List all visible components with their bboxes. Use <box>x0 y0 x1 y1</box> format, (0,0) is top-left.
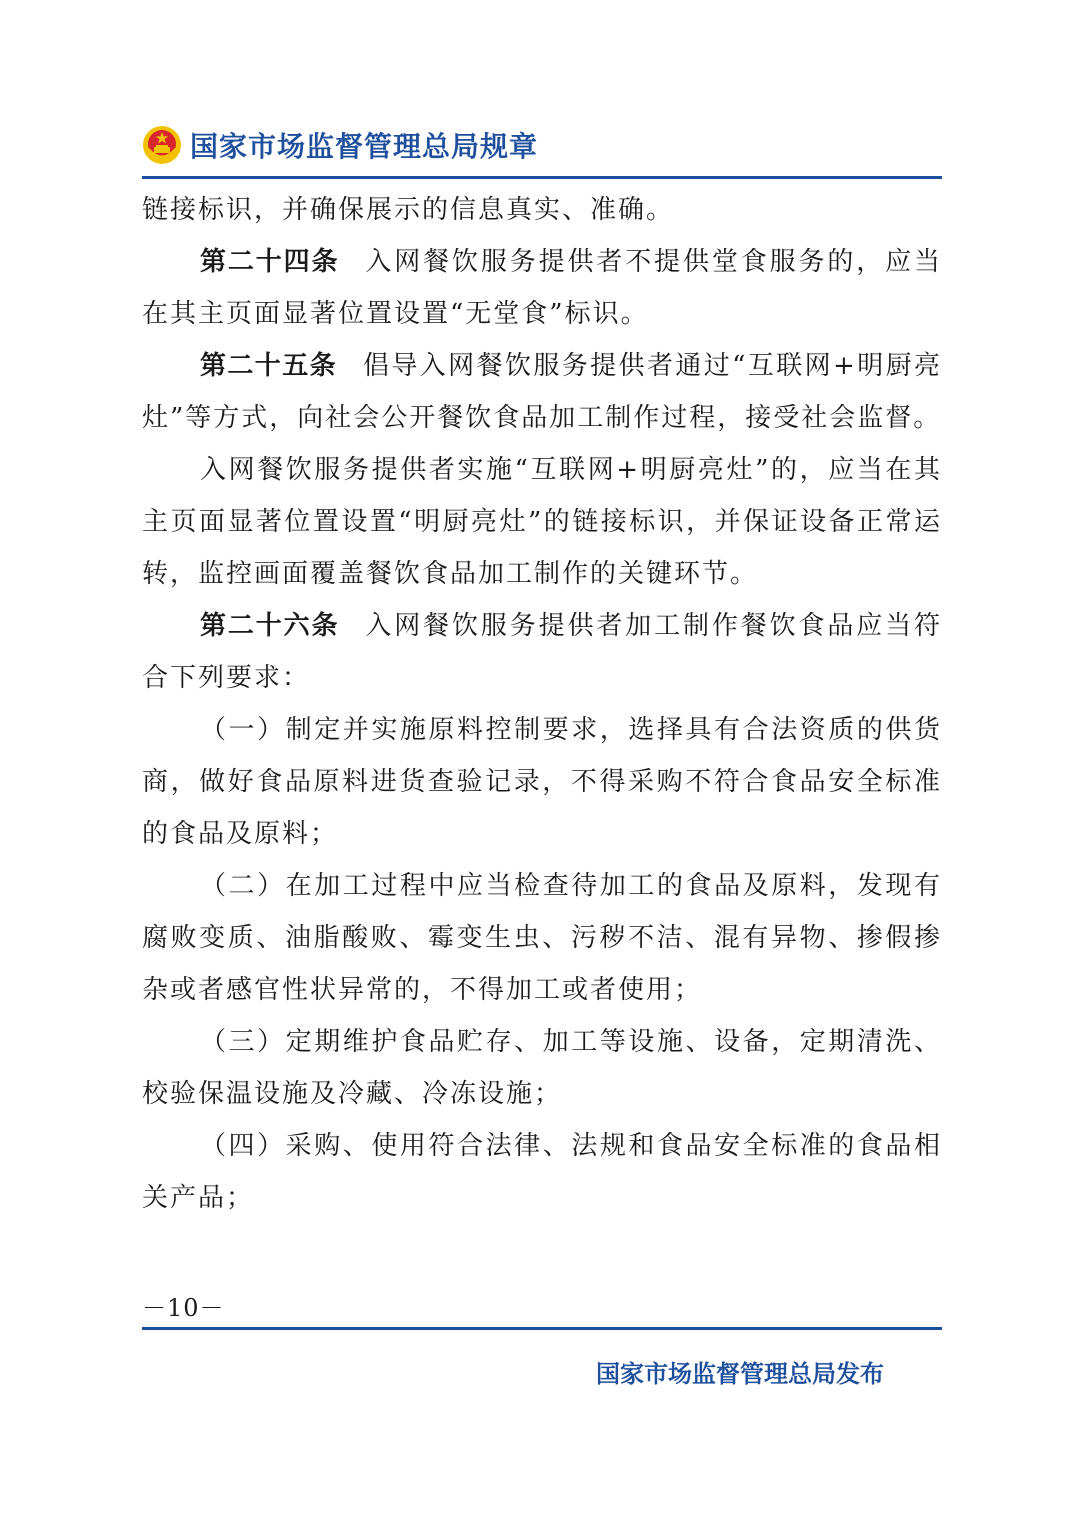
document-body <box>142 184 942 1224</box>
footer-publisher: 国家市场监督管理总局发布 <box>596 1360 884 1388</box>
article-heading: 第二十五条 <box>200 351 337 381</box>
paragraph-text: （三）定期维护食品贮存、加工等设施、设备，定期清洗、校验保温设施及冷藏、冷冻设施； <box>142 1027 942 1109</box>
header-title: 国家市场监督管理总局规章 <box>190 130 539 163</box>
paragraph-text: 链接标识，并确保展示的信息真实、准确。 <box>142 195 675 225</box>
header-divider <box>142 176 942 179</box>
article-25 <box>142 340 942 444</box>
article-heading: 第二十四条 <box>200 247 340 277</box>
list-item <box>142 860 942 1016</box>
paragraph <box>142 184 942 236</box>
page-number: －10－ <box>142 1294 225 1322</box>
article-heading: 第二十六条 <box>200 611 340 641</box>
national-emblem-icon <box>142 125 182 165</box>
paragraph-text: （一）制定并实施原料控制要求，选择具有合法资质的供货商，做好食品原料进货查验记录，不得采购不符合食品安全标准的食品及原料； <box>142 715 942 849</box>
list-item <box>142 1016 942 1120</box>
paragraph-text: （二）在加工过程中应当检查待加工的食品及原料，发现有腐败变质、油脂酸败、霉变生虫、污秽不洁、混有异物、掺假掺杂或者感官性状异常的，不得加工或者使用； <box>142 871 942 1005</box>
list-item <box>142 1120 942 1224</box>
page-header <box>142 120 538 170</box>
paragraph-text: 倡导入网餐饮服务提供者通过“互联网+明厨亮灶”等方式，向社会公开餐饮食品加工制作过程，接受社会监督。 <box>142 351 942 433</box>
paragraph-text: 入网餐饮服务提供者加工制作餐饮食品应当符合下列要求： <box>142 611 942 693</box>
paragraph-text: （四）采购、使用符合法律、法规和食品安全标准的食品相关产品； <box>142 1131 942 1213</box>
paragraph <box>142 444 942 600</box>
footer-divider <box>142 1327 942 1330</box>
paragraph-text: 入网餐饮服务提供者实施“互联网+明厨亮灶”的，应当在其主页面显著位置设置“明厨亮灶”的链接标识，并保证设备正常运转，监控画面覆盖餐饮食品加工制作的关键环节。 <box>142 455 942 589</box>
article-26 <box>142 600 942 704</box>
paragraph-text: 入网餐饮服务提供者不提供堂食服务的，应当在其主页面显著位置设置“无堂食”标识。 <box>142 247 942 329</box>
list-item <box>142 704 942 860</box>
article-24 <box>142 236 942 340</box>
